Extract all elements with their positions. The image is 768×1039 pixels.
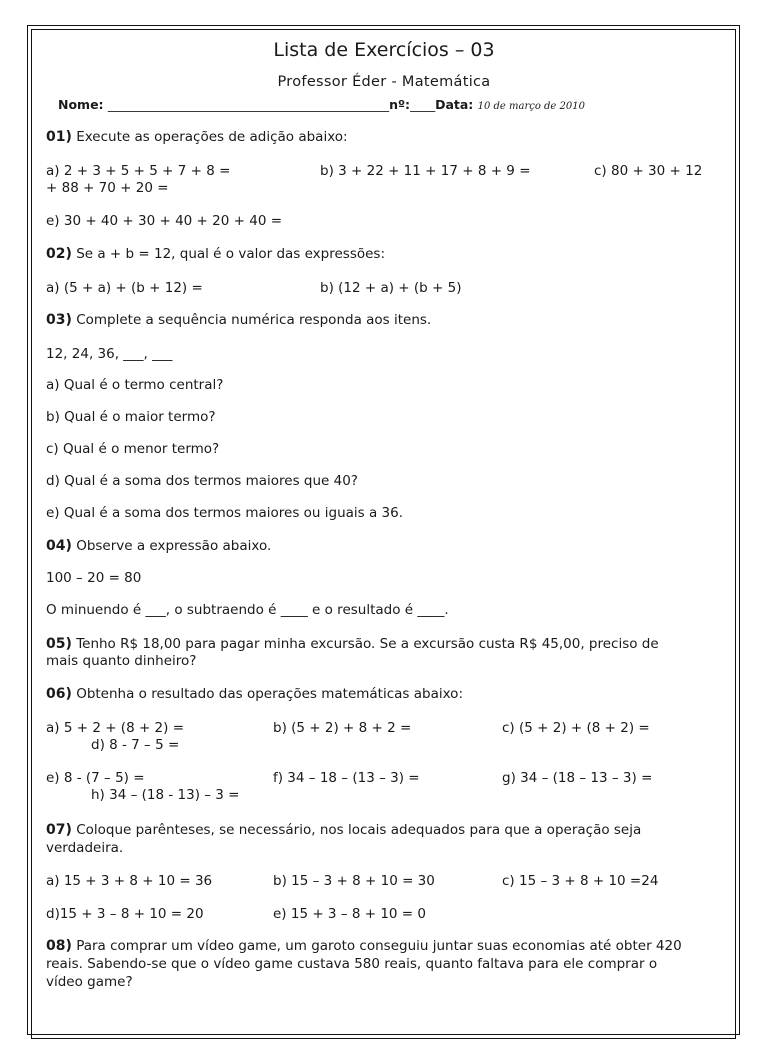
question-08 [46,938,682,955]
q03-item-e: e) Qual é a soma dos termos maiores ou iguais a 36. [46,505,404,521]
q01-item-a: a) 2 + 3 + 5 + 5 + 7 + 8 = [46,163,231,179]
q06-item-e: e) 8 - (7 – 5) = [46,770,145,786]
q03-item-c: c) Qual é o menor termo? [46,441,220,457]
q01-item-e: e) 30 + 40 + 30 + 40 + 20 + 40 = [46,213,283,229]
q06-item-b: b) (5 + 2) + 8 + 2 = [273,720,412,736]
numero-field[interactable]: ____ [410,97,436,112]
data-value: 10 de março de 2010 [477,101,585,112]
q04-fill-in: O minuendo é ___, o subtraendo é ____ e o resultado é ____. [46,602,449,618]
question-07 [46,822,641,839]
question-number: 08) [46,938,72,954]
nome-field[interactable]: _____________________________________________ [107,97,390,112]
question-number: 01) [46,129,72,145]
q03-sequence: 12, 24, 36, ___, ___ [46,346,173,362]
q06-item-h: h) 34 – (18 - 13) – 3 = [91,787,240,803]
question-text: Tenho R$ 18,00 para pagar minha excursão. Se a excursão custa R$ 45,00, preciso de [76,636,659,652]
q07-item-b: b) 15 – 3 + 8 + 10 = 30 [273,873,435,889]
q06-item-g: g) 34 – (18 – 13 – 3) = [502,770,653,786]
q08-text-cont: reais. Sabendo-se que o vídeo game custava 580 reais, quanto faltava para ele comprar o [46,956,658,972]
question-number: 07) [46,822,72,838]
q03-item-a: a) Qual é o termo central? [46,377,224,393]
question-text: Observe a expressão abaixo. [76,538,272,554]
q01-item-b: b) 3 + 22 + 11 + 17 + 8 + 9 = [320,163,531,179]
q02-item-a: a) (5 + a) + (b + 12) = [46,280,203,296]
numero-label: nº: [389,97,411,112]
question-text: Se a + b = 12, qual é o valor das expressões: [76,246,386,262]
question-number: 04) [46,538,72,554]
question-04 [46,538,271,555]
q08-text-cont2: vídeo game? [46,974,133,990]
q06-item-a: a) 5 + 2 + (8 + 2) = [46,720,185,736]
q03-item-b: b) Qual é o maior termo? [46,409,216,425]
nome-label: Nome: [58,97,104,112]
question-number: 02) [46,246,72,262]
question-text: Execute as operações de adição abaixo: [76,129,348,145]
q07-item-c: c) 15 – 3 + 8 + 10 =24 [502,873,659,889]
question-05 [46,636,659,653]
q07-text-cont: verdadeira. [46,840,124,856]
q07-item-a: a) 15 + 3 + 8 + 10 = 36 [46,873,213,889]
q01-item-c-cont: + 88 + 70 + 20 = [46,180,169,196]
q01-item-c: c) 80 + 30 + 12 [594,163,703,179]
question-text: Coloque parênteses, se necessário, nos locais adequados para que a operação seja [76,822,642,838]
q03-item-d: d) Qual é a soma dos termos maiores que 40? [46,473,358,489]
q07-item-d: d)15 + 3 – 8 + 10 = 20 [46,906,204,922]
question-number: 03) [46,312,72,328]
page-subtitle: Professor Éder - Matemática [277,74,491,90]
data-label: Data: [435,97,474,112]
question-03 [46,312,431,329]
q04-expression: 100 – 20 = 80 [46,570,142,586]
header-fields [58,96,585,115]
question-number: 06) [46,686,72,702]
q07-item-e: e) 15 + 3 – 8 + 10 = 0 [273,906,427,922]
q06-item-c: c) (5 + 2) + (8 + 2) = [502,720,650,736]
page-title: Lista de Exercícios – 03 [273,39,495,61]
question-text: Obtenha o resultado das operações matemáticas abaixo: [76,686,463,702]
q06-item-d: d) 8 - 7 – 5 = [91,737,180,753]
question-02 [46,246,385,263]
q06-item-f: f) 34 – 18 – (13 – 3) = [273,770,420,786]
question-text: Complete a sequência numérica responda aos itens. [76,312,432,328]
q02-item-b: b) (12 + a) + (b + 5) [320,280,462,296]
question-text: Para comprar um vídeo game, um garoto conseguiu juntar suas economias até obter 420 [76,938,682,954]
question-number: 05) [46,636,72,652]
question-06 [46,686,463,703]
question-01 [46,129,348,146]
q05-text-cont: mais quanto dinheiro? [46,653,197,669]
